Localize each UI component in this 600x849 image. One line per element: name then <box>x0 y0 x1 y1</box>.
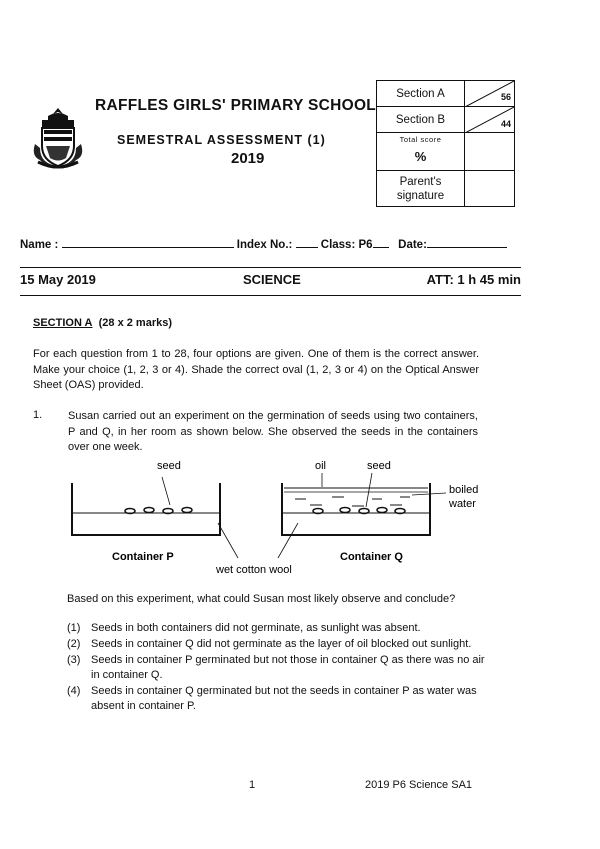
container-q <box>282 473 446 535</box>
class-field[interactable] <box>373 237 389 248</box>
section-b-label: Section B <box>377 107 465 133</box>
option-number: (1) <box>67 622 81 634</box>
option-text: Seeds in container Q germinated but not the seeds in container P as water was absent in container P. <box>91 685 477 712</box>
option-text: Seeds in both containers did not germinate, as sunlight was absent. <box>91 622 421 634</box>
school-name: RAFFLES GIRLS' PRIMARY SCHOOL <box>95 97 377 114</box>
option-4[interactable] <box>67 684 487 714</box>
exam-date: 15 May 2019 <box>20 272 96 287</box>
label-container-q: Container Q <box>340 551 403 563</box>
option-1[interactable] <box>67 621 487 636</box>
option-text: Seeds in container P germinated but not those in container Q as there was no air in container Q. <box>91 654 485 681</box>
exam-duration: ATT: 1 h 45 min <box>426 272 521 287</box>
section-a-label: Section A <box>377 81 465 107</box>
label-oil: oil <box>315 460 327 472</box>
class-label: Class: P6 <box>320 239 373 251</box>
parent-signature-label-2: signature <box>396 189 445 202</box>
section-b-score-cell[interactable] <box>465 107 515 133</box>
container-p <box>72 477 220 535</box>
score-table <box>376 80 515 207</box>
option-2[interactable] <box>67 637 487 652</box>
label-seed-q: seed <box>367 460 391 472</box>
name-label: Name : <box>20 239 59 251</box>
answer-options <box>67 621 487 715</box>
page-number: 1 <box>249 779 256 791</box>
date-field[interactable] <box>427 237 507 248</box>
option-number: (3) <box>67 654 81 666</box>
assessment-title: SEMESTRAL ASSESSMENT (1) <box>117 133 326 147</box>
divider-bottom <box>20 295 521 296</box>
total-score-label: Total score <box>399 135 442 144</box>
label-boiled: boiled <box>449 484 479 496</box>
question-number: 1. <box>33 409 43 421</box>
percent-symbol: % <box>414 149 427 164</box>
question-prompt: Based on this experiment, what could Susan most likely observe and conclude? <box>67 593 456 605</box>
total-score-cell[interactable] <box>465 133 515 171</box>
option-text: Seeds in container Q did not germinate as the layer of oil blocked out sunlight. <box>91 638 472 650</box>
date-label: Date: <box>398 239 427 251</box>
parent-signature-label-1: Parent's <box>399 175 442 188</box>
parent-signature-cell[interactable] <box>465 171 515 207</box>
index-label: Index No.: <box>236 239 293 251</box>
section-instructions: For each question from 1 to 28, four options are given. One of them is the correct answer. Make your choice (1, 2, 3 or 4). Shade the correct oval (1, 2, 3 or 4) on the Optical Answer Sheet (OAS) provided. <box>33 348 479 391</box>
question-text: Susan carried out an experiment on the germination of seeds using two containers, P and Q, in her room as shown below. She observed the seeds in the containers over one week. <box>68 410 478 453</box>
section-title: SECTION A <box>33 317 93 329</box>
divider-top <box>20 267 521 268</box>
option-number: (4) <box>67 685 81 697</box>
label-wet-cotton-wool: wet cotton wool <box>216 564 292 576</box>
school-crest-logo <box>32 106 84 172</box>
student-info-line <box>20 237 507 251</box>
section-a-score-cell[interactable] <box>465 81 515 107</box>
name-field[interactable] <box>62 237 234 248</box>
label-water: water <box>449 498 476 510</box>
assessment-year: 2019 <box>231 150 265 167</box>
section-a-max: 56 <box>500 92 511 102</box>
index-field[interactable] <box>296 237 318 248</box>
exam-subject: SCIENCE <box>243 272 301 287</box>
experiment-diagram <box>60 455 500 577</box>
option-number: (2) <box>67 638 81 650</box>
label-container-p: Container P <box>112 551 174 563</box>
section-b-max: 44 <box>500 119 511 129</box>
footer-reference: 2019 P6 Science SA1 <box>365 779 473 791</box>
label-seed-p: seed <box>157 460 181 472</box>
option-3[interactable] <box>67 653 487 683</box>
section-heading <box>33 317 172 329</box>
section-marks: (28 x 2 marks) <box>98 317 173 329</box>
